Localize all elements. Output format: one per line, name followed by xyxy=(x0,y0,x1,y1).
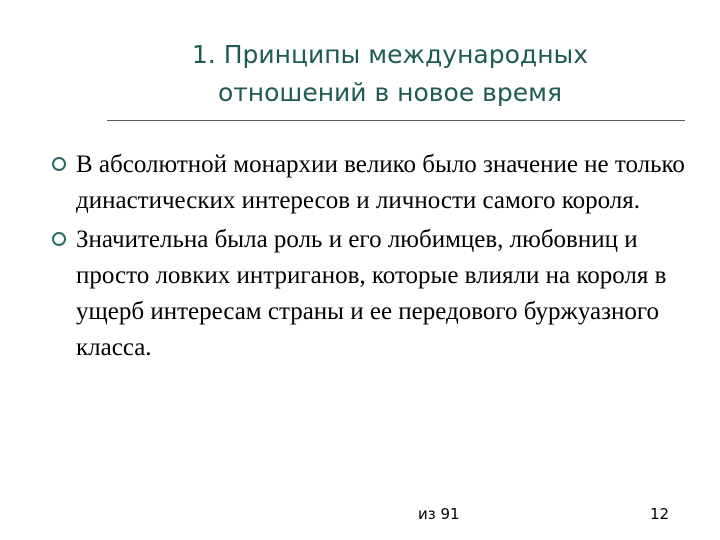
slide-title-line-1: 1. Принципы международных xyxy=(191,40,589,69)
slide-title xyxy=(130,36,650,112)
bullet-text-2: Значительна была роль и его любимцев, любовниц и просто ловких интриганов, которые влияли на короля в ущерб интересам страны и ее передового буржуазного класса. xyxy=(76,226,667,361)
total-pages-label: из 91 xyxy=(418,505,460,523)
bullet-text-1: В абсолютной монархии велико было значение не только династических интересов и личности самого короля. xyxy=(76,151,685,214)
page-number: 12 xyxy=(650,505,670,523)
bullet-list xyxy=(48,147,688,369)
bullet-item-2 xyxy=(48,222,688,366)
hollow-circle-bullet-icon xyxy=(52,232,66,246)
hollow-circle-bullet-icon xyxy=(52,157,66,171)
title-divider xyxy=(107,120,685,121)
slide-title-line-2: отношений в новое время xyxy=(217,78,563,107)
bullet-item-1 xyxy=(48,147,688,219)
